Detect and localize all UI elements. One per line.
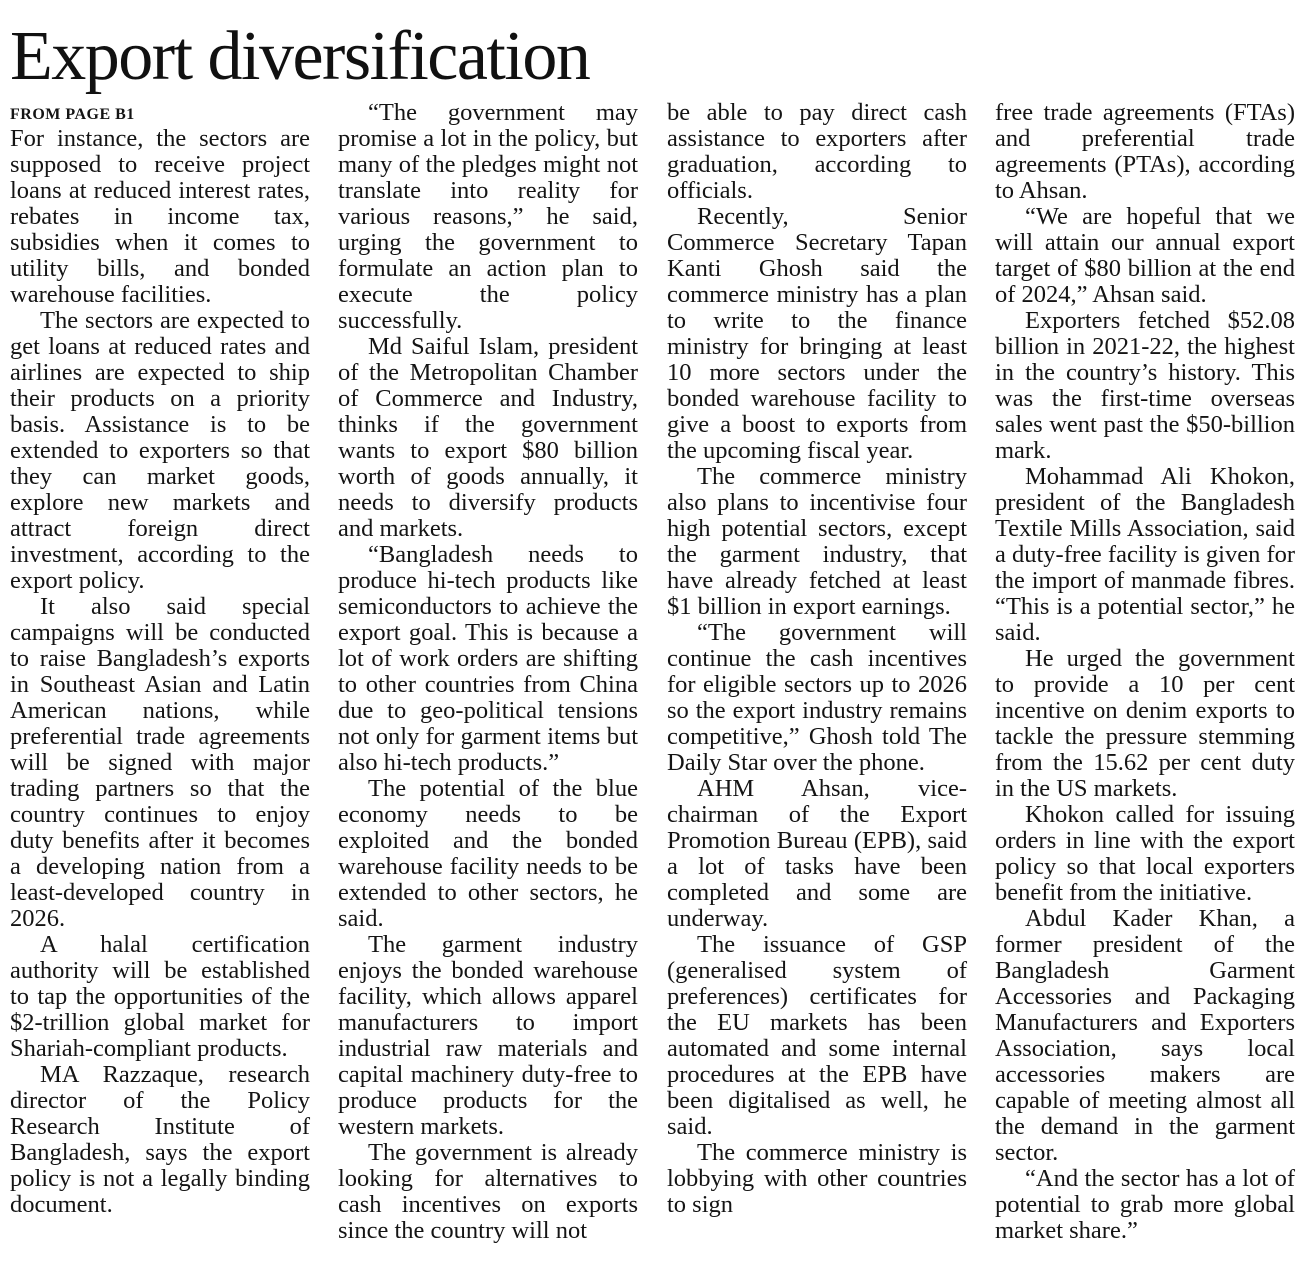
- paragraph: The issuance of GSP (generalised system of preferences) certificates for the EU markets has been automated and some internal procedures at the EPB have been digitalised as well, he said.: [667, 931, 967, 1140]
- article-column-2: [338, 100, 638, 1244]
- paragraph: The potential of the blue economy needs to be exploited and the bonded warehouse facility needs to be extended to other sectors, he said.: [338, 775, 638, 932]
- paragraph: free trade agreements (FTAs) and preferential trade agreements (PTAs), according to Ahsan.: [995, 99, 1295, 204]
- paragraph: The commerce ministry is lobbying with other countries to sign: [667, 1139, 967, 1218]
- article-column-3: [667, 100, 967, 1218]
- paragraph: Md Saiful Islam, president of the Metropolitan Chamber of Commerce and Industry, thinks if the government wants to export $80 billion worth of goods annually, it needs to diversify products and markets.: [338, 333, 638, 542]
- article-column-4: [995, 100, 1295, 1244]
- paragraph: The garment industry enjoys the bonded warehouse facility, which allows apparel manufacturers to import industrial raw materials and capital machinery duty-free to produce products for the western markets.: [338, 931, 638, 1140]
- paragraph: Exporters fetched $52.08 billion in 2021-22, the highest in the country’s history. This was the first-time overseas sales went past the $50-billion mark.: [995, 307, 1295, 464]
- paragraph: “And the sector has a lot of potential to grab more global market share.”: [995, 1165, 1295, 1244]
- paragraph: It also said special campaigns will be conducted to raise Bangladesh’s exports in Southeast Asian and Latin American nations, while preferential trade agreements will be signed with major trading partners so that the country continues to enjoy duty benefits after it becomes a developing nation from a least-developed country in 2026.: [10, 593, 310, 932]
- paragraph: The government is already looking for alternatives to cash incentives on exports since the country will not: [338, 1139, 638, 1244]
- paragraph: Abdul Kader Khan, a former president of the Bangladesh Garment Accessories and Packaging Manufacturers and Exporters Association, says local accessories makers are capable of meeting almost all the demand in the garment sector.: [995, 905, 1295, 1166]
- article-column-1: [10, 100, 310, 1218]
- paragraph: He urged the government to provide a 10 per cent incentive on denim exports to tackle the pressure stemming from the 15.62 per cent duty in the US markets.: [995, 645, 1295, 802]
- paragraph: For instance, the sectors are supposed to receive project loans at reduced interest rates, rebates in income tax, subsidies when it comes to utility bills, and bonded warehouse facilities.: [10, 125, 310, 308]
- paragraph: The commerce ministry also plans to incentivise four high potential sectors, except the garment industry, that have already fetched at least $1 billion in export earnings.: [667, 463, 967, 620]
- headline: Export diversification: [10, 18, 590, 95]
- paragraph: Recently, Senior Commerce Secretary Tapan Kanti Ghosh said the commerce ministry has a plan to write to the finance ministry for bringing at least 10 more sectors under the bonded warehouse facility to give a boost to exports from the upcoming fiscal year.: [667, 203, 967, 464]
- paragraph: “Bangladesh needs to produce hi-tech products like semiconductors to achieve the export goal. This is because a lot of work orders are shifting to other countries from China due to geo-political tensions not only for garment items but also hi-tech products.”: [338, 541, 638, 776]
- paragraph: be able to pay direct cash assistance to exporters after graduation, according to officials.: [667, 99, 967, 204]
- paragraph: AHM Ahsan, vice-chairman of the Export Promotion Bureau (EPB), said a lot of tasks have been completed and some are underway.: [667, 775, 967, 932]
- paragraph: “The government may promise a lot in the policy, but many of the pledges might not translate into reality for various reasons,” he said, urging the government to formulate an action plan to execute the policy successfully.: [338, 99, 638, 334]
- paragraph: The sectors are expected to get loans at reduced rates and airlines are expected to ship their products on a priority basis. Assistance is to be extended to exporters so that they can market goods, explore new markets and attract foreign direct investment, according to the export policy.: [10, 307, 310, 594]
- paragraph: Khokon called for issuing orders in line with the export policy so that local exporters benefit from the initiative.: [995, 801, 1295, 906]
- paragraph: Mohammad Ali Khokon, president of the Bangladesh Textile Mills Association, said a duty-free facility is given for the import of manmade fibres. “This is a potential sector,” he said.: [995, 463, 1296, 646]
- paragraph: MA Razzaque, research director of the Policy Research Institute of Bangladesh, says the export policy is not a legally binding document.: [10, 1061, 310, 1218]
- paragraph: A halal certification authority will be established to tap the opportunities of the $2-trillion global market for Shariah-compliant products.: [10, 931, 310, 1062]
- paragraph: “We are hopeful that we will attain our annual export target of $80 billion at the end of 2024,” Ahsan said.: [995, 203, 1295, 308]
- paragraph: “The government will continue the cash incentives for eligible sectors up to 2026 so the export industry remains competitive,” Ghosh told The Daily Star over the phone.: [667, 619, 967, 776]
- dateline: FROM PAGE B1: [10, 106, 135, 123]
